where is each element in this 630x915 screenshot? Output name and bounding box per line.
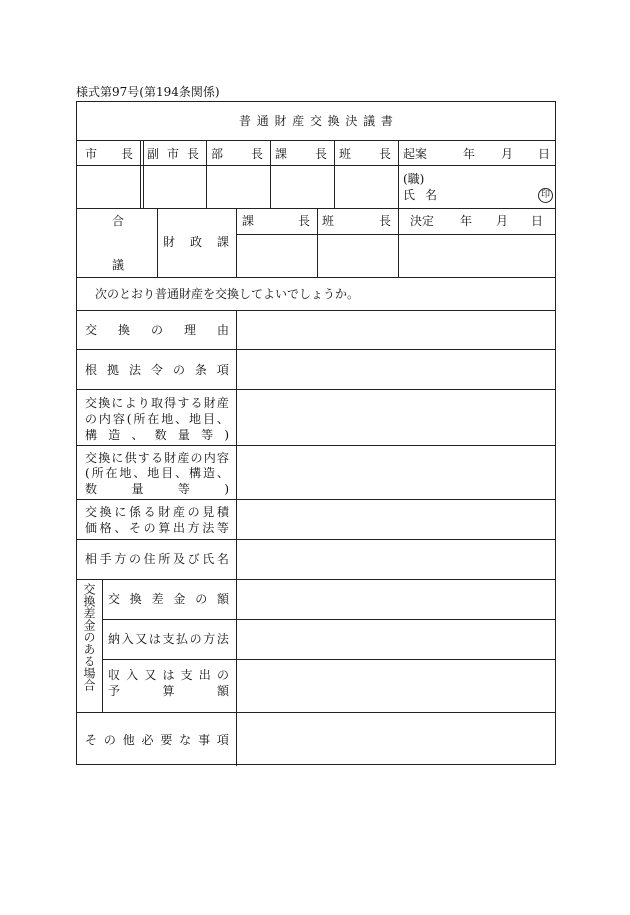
drafted-day-label: 日 bbox=[538, 147, 551, 161]
rule bbox=[77, 499, 555, 500]
decided-day-label: 日 bbox=[531, 214, 544, 228]
offered-property-label-3: 数 量 等 ) bbox=[85, 482, 229, 496]
director-label: 部 長 bbox=[211, 147, 263, 161]
budget-label-1: 収 入 又 は 支 出 の bbox=[108, 668, 229, 682]
rule bbox=[236, 310, 237, 766]
seal-mark: 印 bbox=[538, 188, 553, 203]
rule bbox=[206, 140, 207, 208]
rule bbox=[270, 140, 271, 208]
rule bbox=[77, 712, 555, 713]
rule bbox=[398, 208, 399, 277]
deputy-mayor-label: 副 市 長 bbox=[147, 147, 199, 161]
rule bbox=[77, 349, 555, 350]
drafted-year-label: 年 bbox=[463, 147, 476, 161]
section-chief-label: 課 長 bbox=[275, 147, 327, 161]
mayor-label: 市 長 bbox=[85, 147, 133, 161]
rule bbox=[236, 208, 237, 277]
rule bbox=[102, 659, 555, 660]
budget-label-2: 予 算 額 bbox=[108, 684, 229, 698]
rule bbox=[77, 208, 555, 209]
exchange-resolution-form bbox=[76, 101, 556, 765]
rule bbox=[77, 140, 555, 141]
rule bbox=[77, 277, 555, 278]
decided-year-label: 年 bbox=[460, 214, 473, 228]
acquired-property-label-2: の 内 容 ( 所 在 地 、 地 目 、 bbox=[85, 412, 229, 426]
decided-label: 決定 bbox=[410, 214, 435, 228]
consultation-label-bottom: 議 bbox=[112, 258, 125, 272]
estimate-label-1: 交 換 に 係 る 財 産 の 見 積 bbox=[85, 505, 229, 519]
team-chief-label: 班 長 bbox=[339, 147, 391, 161]
request-statement: 次のとおり普通財産を交換してよいでしょうか。 bbox=[95, 287, 360, 301]
consult-section-chief-label: 課 長 bbox=[242, 214, 310, 228]
difference-amount-label: 交 換 差 金 の 額 bbox=[108, 592, 229, 606]
counterparty-label: 相 手 方 の 住 所 及 び 氏 名 bbox=[85, 552, 229, 566]
name-label: 氏 名 bbox=[403, 188, 437, 202]
form-title: 普 通 財 産 交 換 決 議 書 bbox=[239, 114, 393, 128]
rule bbox=[77, 539, 555, 540]
rule bbox=[77, 445, 555, 446]
rule bbox=[102, 619, 555, 620]
rule bbox=[317, 208, 318, 277]
rule bbox=[334, 140, 335, 208]
drafted-month-label: 月 bbox=[501, 147, 514, 161]
rule bbox=[77, 579, 555, 580]
rule bbox=[77, 165, 555, 166]
reason-label: 交 換 の 理 由 bbox=[85, 323, 229, 337]
rule bbox=[140, 140, 141, 208]
rule bbox=[236, 234, 555, 235]
offered-property-label-1: 交 換 に 供 す る 財 産 の 内 容 bbox=[85, 451, 229, 465]
estimate-label-2: 価 格 、 そ の 算 出 方 法 等 bbox=[85, 521, 229, 535]
other-matters-label: そ の 他 必 要 な 事 項 bbox=[85, 733, 229, 747]
rule bbox=[77, 389, 555, 390]
form-number: 様式第97号(第194条関係) bbox=[76, 85, 220, 99]
consultation-label-top: 合 bbox=[112, 214, 125, 228]
decided-month-label: 月 bbox=[496, 214, 509, 228]
consult-team-chief-label: 班 長 bbox=[322, 214, 391, 228]
rule bbox=[398, 140, 399, 208]
legal-basis-label: 根 拠 法 令 の 条 項 bbox=[85, 363, 229, 377]
exchange-difference-group-label: 交換差金のある場合 bbox=[82, 583, 96, 691]
post-label: (職) bbox=[403, 172, 425, 186]
finance-section-label: 財 政 課 bbox=[163, 235, 229, 249]
acquired-property-label-1: 交 換 に よ り 取 得 す る 財 産 bbox=[85, 396, 229, 410]
payment-method-label: 納 入 又 は 支 払 の 方 法 bbox=[108, 632, 229, 646]
offered-property-label-2: ( 所 在 地 、 地 目 、 構 造 、 bbox=[85, 466, 229, 480]
drafted-label: 起案 bbox=[403, 147, 428, 161]
rule bbox=[77, 310, 555, 311]
acquired-property-label-3: 構 造 、 数 量 等 ) bbox=[85, 428, 229, 442]
rule bbox=[157, 208, 158, 277]
rule bbox=[102, 579, 103, 712]
rule bbox=[143, 140, 144, 208]
